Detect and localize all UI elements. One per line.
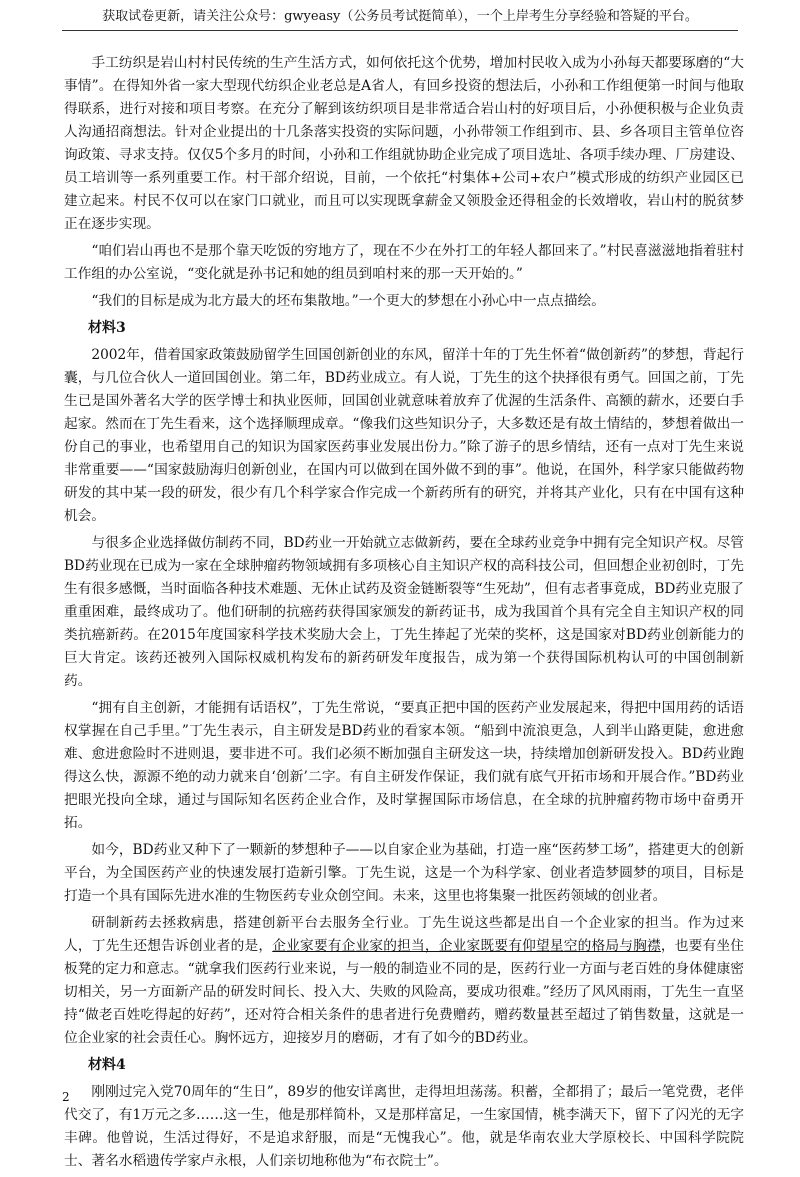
paragraph-7: 如今，BD药业又种下了一颗新的梦想种子——以自家企业为基础，打造一座“医药梦工场”，搭建更大的创新平台，为全国医药产业的快速发展打造新引擎。丁先生说，这是一个为科学家、创业者造梦圆梦的项目，目标是打造一个具有国际先进水准的生物医药专业众创空间。未来，这里也将集聚一批医药领域的创业者。 — [64, 842, 744, 904]
paragraph-9: 刚刚过完入党70周年的“生日”，89岁的他安详离世，走得坦坦荡荡。积蓄，全都捐了；最后一笔党费，老伴代交了，有1万元之多……这一生，他是那样简朴，又是那样富足，一生家国情，桃李满天下，留下了闪光的无字丰碑。他曾说，生活过得好，不是追求舒服，而是“无愧我心”。他，就是华南农业大学原校长、中国科学院院士、著名水稻遗传学家卢永根，人们亲切地称他为“布衣院士”。 — [64, 1084, 744, 1169]
paragraph-5: 与很多企业选择做仿制药不同，BD药业一开始就立志做新药，要在全球药业竞争中拥有完全知识产权。尽管BD药业现在已成为一家在全球肿瘤药物领域拥有多项核心自主知识产权的高科技公司，但回想企业初创时，丁先生有很多感慨，当时面临各种技术难题、无休止试药及资金链断裂等“生死劫”，但有志者事竟成，BD药业克服了重重困难，最终成功了。他们研制的抗癌药获得国家颁发的新药证书，成为我国首个具有完全自主知识产权的同类抗癌新药。在2015年度国家科学技术奖励大会上，丁先生捧起了光荣的奖杯，这是国家对BD药业创新能力的巨大肯定。该药还被列入国际权威机构发布的新药研发年度报告，成为第一个获得国际机构认可的中国创制新药。 — [64, 535, 744, 689]
paragraph-1: 手工纺织是岩山村村民传统的生产生活方式，如何依托这个优势，增加村民收入成为小孙每天都要琢磨的“大事情”。在得知外省一家大型现代纺织企业老总是A省人，有回乡投资的想法后，小孙和工作组便第一时间与他取得联系，进行对接和项目考察。在充分了解到该纺织项目是非常适合岩山村的好项目后，小孙便积极与企业负责人沟通招商想法。针对企业提出的十几条落实投资的实际问题，小孙带领工作组到市、县、乡各项目主管单位咨询政策、寻求支持。仅仅5个多月的时间，小孙和工作组就协助企业完成了项目选址、各项手续办理、厂房建设、员工培训等一系列重要工作。村干部介绍说，目前，一个依托“村集体+公司+农户”模式形成的纺织产业园区已建立起来。村民不仅可以在家门口就业，而且可以实现既拿薪金又领股金还得租金的长效增收，岩山村的脱贫梦正在逐步实现。 — [64, 55, 744, 232]
paragraph-8-start: 研制新药去拯救病患，搭建创新平台去服务全行业。丁先生说这些都是出自一个企业家的担当。作为过来人，丁先生还想告诉创业者的是， — [64, 915, 744, 954]
header-rule — [62, 30, 738, 31]
paragraph-8-end: ，也要有坐住板凳的定力和意志。“就拿我们医药行业来说，与一般的制造业不同的是，医药行业一方面与老百姓的身体健康密切相关，另一方面新产品的研发时间长、投入大、失败的风险高，要成功很难。”经历了风风雨雨，丁先生一直坚持“做老百姓吃得起的好药”，还对符合相关条件的患者进行免费赠药，赠药数量甚至超过了销售数量，这就是一位企业家的社会责任心。胸怀远方，迎接岁月的磨砺，才有了如今的BD药业。 — [64, 938, 744, 1046]
document-body — [64, 52, 744, 1177]
page-number: 2 — [62, 1090, 70, 1104]
paragraph-8 — [64, 912, 744, 1050]
page-header: 获取试卷更新，请关注公众号：gwyeasy（公务员考试挺简单），一个上岸考生分享经验和答疑的平台。 — [102, 9, 698, 24]
underlined-key-sentence: 企业家要有企业家的担当，企业家既要有仰望星空的格局与胸襟 — [272, 938, 661, 954]
paragraph-6: “拥有自主创新，才能拥有话语权”，丁先生常说，“要真正把中国的医药产业发展起来，得把中国用药的话语权掌握在自己手里。”丁先生表示，自主研发是BD药业的看家本领。“船到中流浪更急，人到半山路更陡，愈进愈难、愈进愈险时不进则退，要非进不可。我们必须不断加强自主研发这一块，持续增加创新研发投入。BD药业跑得这么快，源源不绝的动力就来自‘创新’二字。有自主研发作保证，我们就有底气开拓市场和开展合作。”BD药业把眼光投向全球，通过与国际知名医药企业合作，及时掌握国际市场信息，在全球的抗肿瘤药物市场中奋勇开拓。 — [64, 700, 744, 831]
paragraph-4: 2002年，借着国家政策鼓励留学生回国创新创业的东风，留洋十年的丁先生怀着“做创新药”的梦想，背起行囊，与几位合伙人一道回国创业。第二年，BD药业成立。有人说，丁先生的这个抉择很有勇气。回国之前，丁先生已是国外著名大学的医学博士和执业医师，回国创业就意味着放弃了优渥的生活条件、高额的薪水，还要白手起家。然而在丁先生看来，这个选择顺理成章。“像我们这些知识分子，大多数还是有故土情结的，梦想着做出一份自己的事业，也希望用自己的知识为国家医药事业发展出份力。”除了游子的思乡情结，还有一点对丁先生来说非常重要——“国家鼓励海归创新创业，在国内可以做到在国外做不到的事”。他说，在国外，科学家只能做药物研发的其中某一段的研发，很少有几个科学家合作完成一个新药所有的研究，并将其产业化，只有在中国有这种机会。 — [64, 347, 744, 524]
paragraph-2: “咱们岩山再也不是那个靠天吃饭的穷地方了，现在不少在外打工的年轻人都回来了。”村民喜滋滋地指着驻村工作组的办公室说，“变化就是孙书记和她的组员到咱村来的那一天开始的。” — [64, 243, 744, 282]
paragraph-3: “我们的目标是成为北方最大的坯布集散地。”一个更大的梦想在小孙心中一点点描绘。 — [91, 293, 605, 309]
section-heading-material-4: 材料4 — [88, 1057, 126, 1073]
section-heading-material-3: 材料3 — [88, 320, 126, 336]
